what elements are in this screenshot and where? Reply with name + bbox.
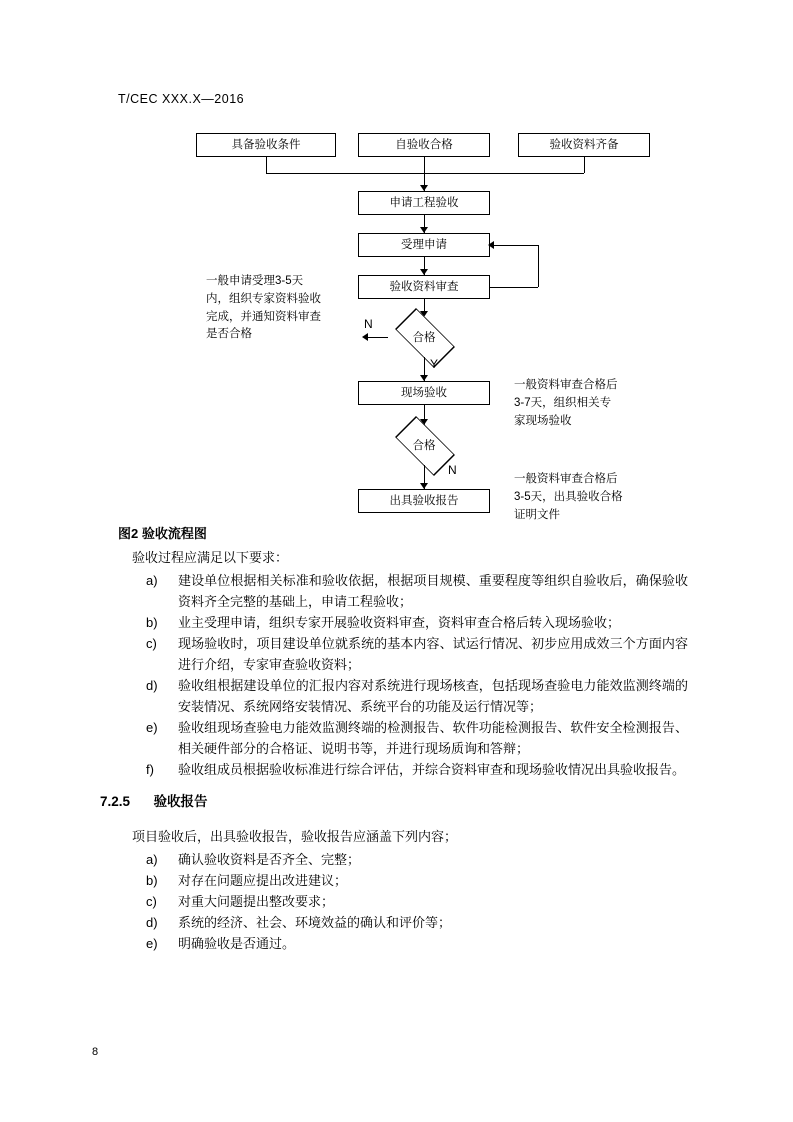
list-marker: c): [146, 894, 157, 910]
flow-connector: [266, 157, 267, 173]
list-item: [118, 759, 688, 780]
document-header-code: T/CEC XXX.X—2016: [118, 92, 245, 106]
list-item: [118, 849, 688, 870]
list-marker: c): [146, 636, 157, 652]
flow-node-self-inspection: 自验收合格: [358, 133, 490, 157]
list-item: [118, 891, 688, 912]
list-marker: b): [146, 873, 158, 889]
list-text: 对重大问题提出整改要求；: [178, 894, 335, 910]
flow-node-documents-ready: 验收资料齐备: [518, 133, 650, 157]
acceptance-report-block: [118, 826, 688, 954]
flow-branch-label-y1: Y: [430, 357, 439, 371]
flow-node-document-review: 验收资料审查: [358, 275, 490, 299]
flow-node-apply: 申请工程验收: [358, 191, 490, 215]
flowchart: [118, 125, 678, 520]
acceptance-intro: 验收过程应满足以下要求：: [132, 550, 289, 565]
list-item: [118, 717, 688, 759]
report-intro: 项目验收后，出具验收报告，验收报告应涵盖下列内容；: [132, 829, 458, 844]
flow-decision-qualified-2: [388, 425, 460, 465]
list-marker: e): [146, 936, 158, 952]
flow-connector: [584, 157, 585, 173]
flow-branch-label-n1: N: [364, 317, 373, 331]
flow-node-accept-application: 受理申请: [358, 233, 490, 257]
list-item: [118, 612, 688, 633]
flow-node-onsite-acceptance: 现场验收: [358, 381, 490, 405]
flow-arrow: [488, 241, 494, 249]
list-text: 确认验收资料是否齐全、完整；: [178, 852, 361, 868]
list-text: 对存在问题应提出改进建议；: [178, 873, 348, 889]
list-marker: a): [146, 573, 158, 589]
flow-decision-label: 合格: [412, 440, 436, 452]
flow-connector: [538, 245, 539, 287]
list-item: [118, 675, 688, 717]
flow-decision-label: 合格: [412, 332, 436, 344]
flow-node-prerequisite: 具备验收条件: [196, 133, 336, 157]
flow-branch-label-n2: N: [448, 463, 457, 477]
flow-arrow: [362, 333, 368, 341]
flow-note-right-onsite-time: 一般资料审查合格后3-7天，组织相关专家现场验收: [514, 379, 618, 427]
list-marker: d): [146, 915, 158, 931]
list-text: 验收组根据建设单位的汇报内容对系统进行现场核查，包括现场查验电力能效监测终端的安装情况、系统网络安装情况、系统平台的功能及运行情况等；: [178, 678, 688, 715]
list-text: 验收组成员根据验收标准进行综合评估，并综合资料审查和现场验收情况出具验收报告。: [178, 762, 686, 778]
flow-connector: [490, 287, 538, 288]
flow-connector: [424, 157, 425, 173]
list-text: 系统的经济、社会、环境效益的确认和评价等；: [178, 915, 452, 931]
flow-note-left-review-time: 一般申请受理3-5天内，组织专家资料验收完成，并通知资料审查是否合格: [206, 275, 321, 341]
list-text: 现场验收时，项目建设单位就系统的基本内容、试运行情况、初步应用成效三个方面内容进行介绍，专家审查验收资料；: [178, 636, 688, 673]
list-item: [118, 912, 688, 933]
page-number: 8: [92, 1046, 99, 1058]
list-text: 明确验收是否通过。: [178, 936, 296, 952]
list-marker: a): [146, 852, 158, 868]
figure-caption: 图2 验收流程图: [118, 526, 207, 541]
list-marker: e): [146, 720, 158, 736]
flow-node-acceptance-report: 出具验收报告: [358, 489, 490, 513]
acceptance-requirements-block: [118, 547, 688, 781]
section-number: 7.2.5: [100, 794, 131, 809]
list-marker: f): [146, 762, 154, 778]
flow-decision-qualified-1: [388, 317, 460, 357]
list-item: [118, 933, 688, 954]
list-item: [118, 633, 688, 675]
list-item: [118, 870, 688, 891]
list-text: 建设单位根据相关标准和验收依据，根据项目规模、重要程度等组织自验收后，确保验收资料齐全完整的基础上，申请工程验收；: [178, 573, 688, 610]
list-marker: d): [146, 678, 158, 694]
flow-note-right-report-time: 一般资料审查合格后3-5天，出具验收合格证明文件: [514, 473, 623, 521]
list-marker: b): [146, 615, 158, 631]
section-title: 验收报告: [153, 794, 208, 809]
section-heading: [100, 790, 208, 810]
flow-connector: [266, 173, 584, 174]
list-item: [118, 570, 688, 612]
list-text: 业主受理申请，组织专家开展验收资料审查，资料审查合格后转入现场验收；: [178, 615, 621, 631]
flow-connector: [490, 245, 538, 246]
list-text: 验收组现场查验电力能效监测终端的检测报告、软件功能检测报告、软件安全检测报告、相关硬件部分的合格证、说明书等，并进行现场质询和答辩；: [178, 720, 688, 757]
